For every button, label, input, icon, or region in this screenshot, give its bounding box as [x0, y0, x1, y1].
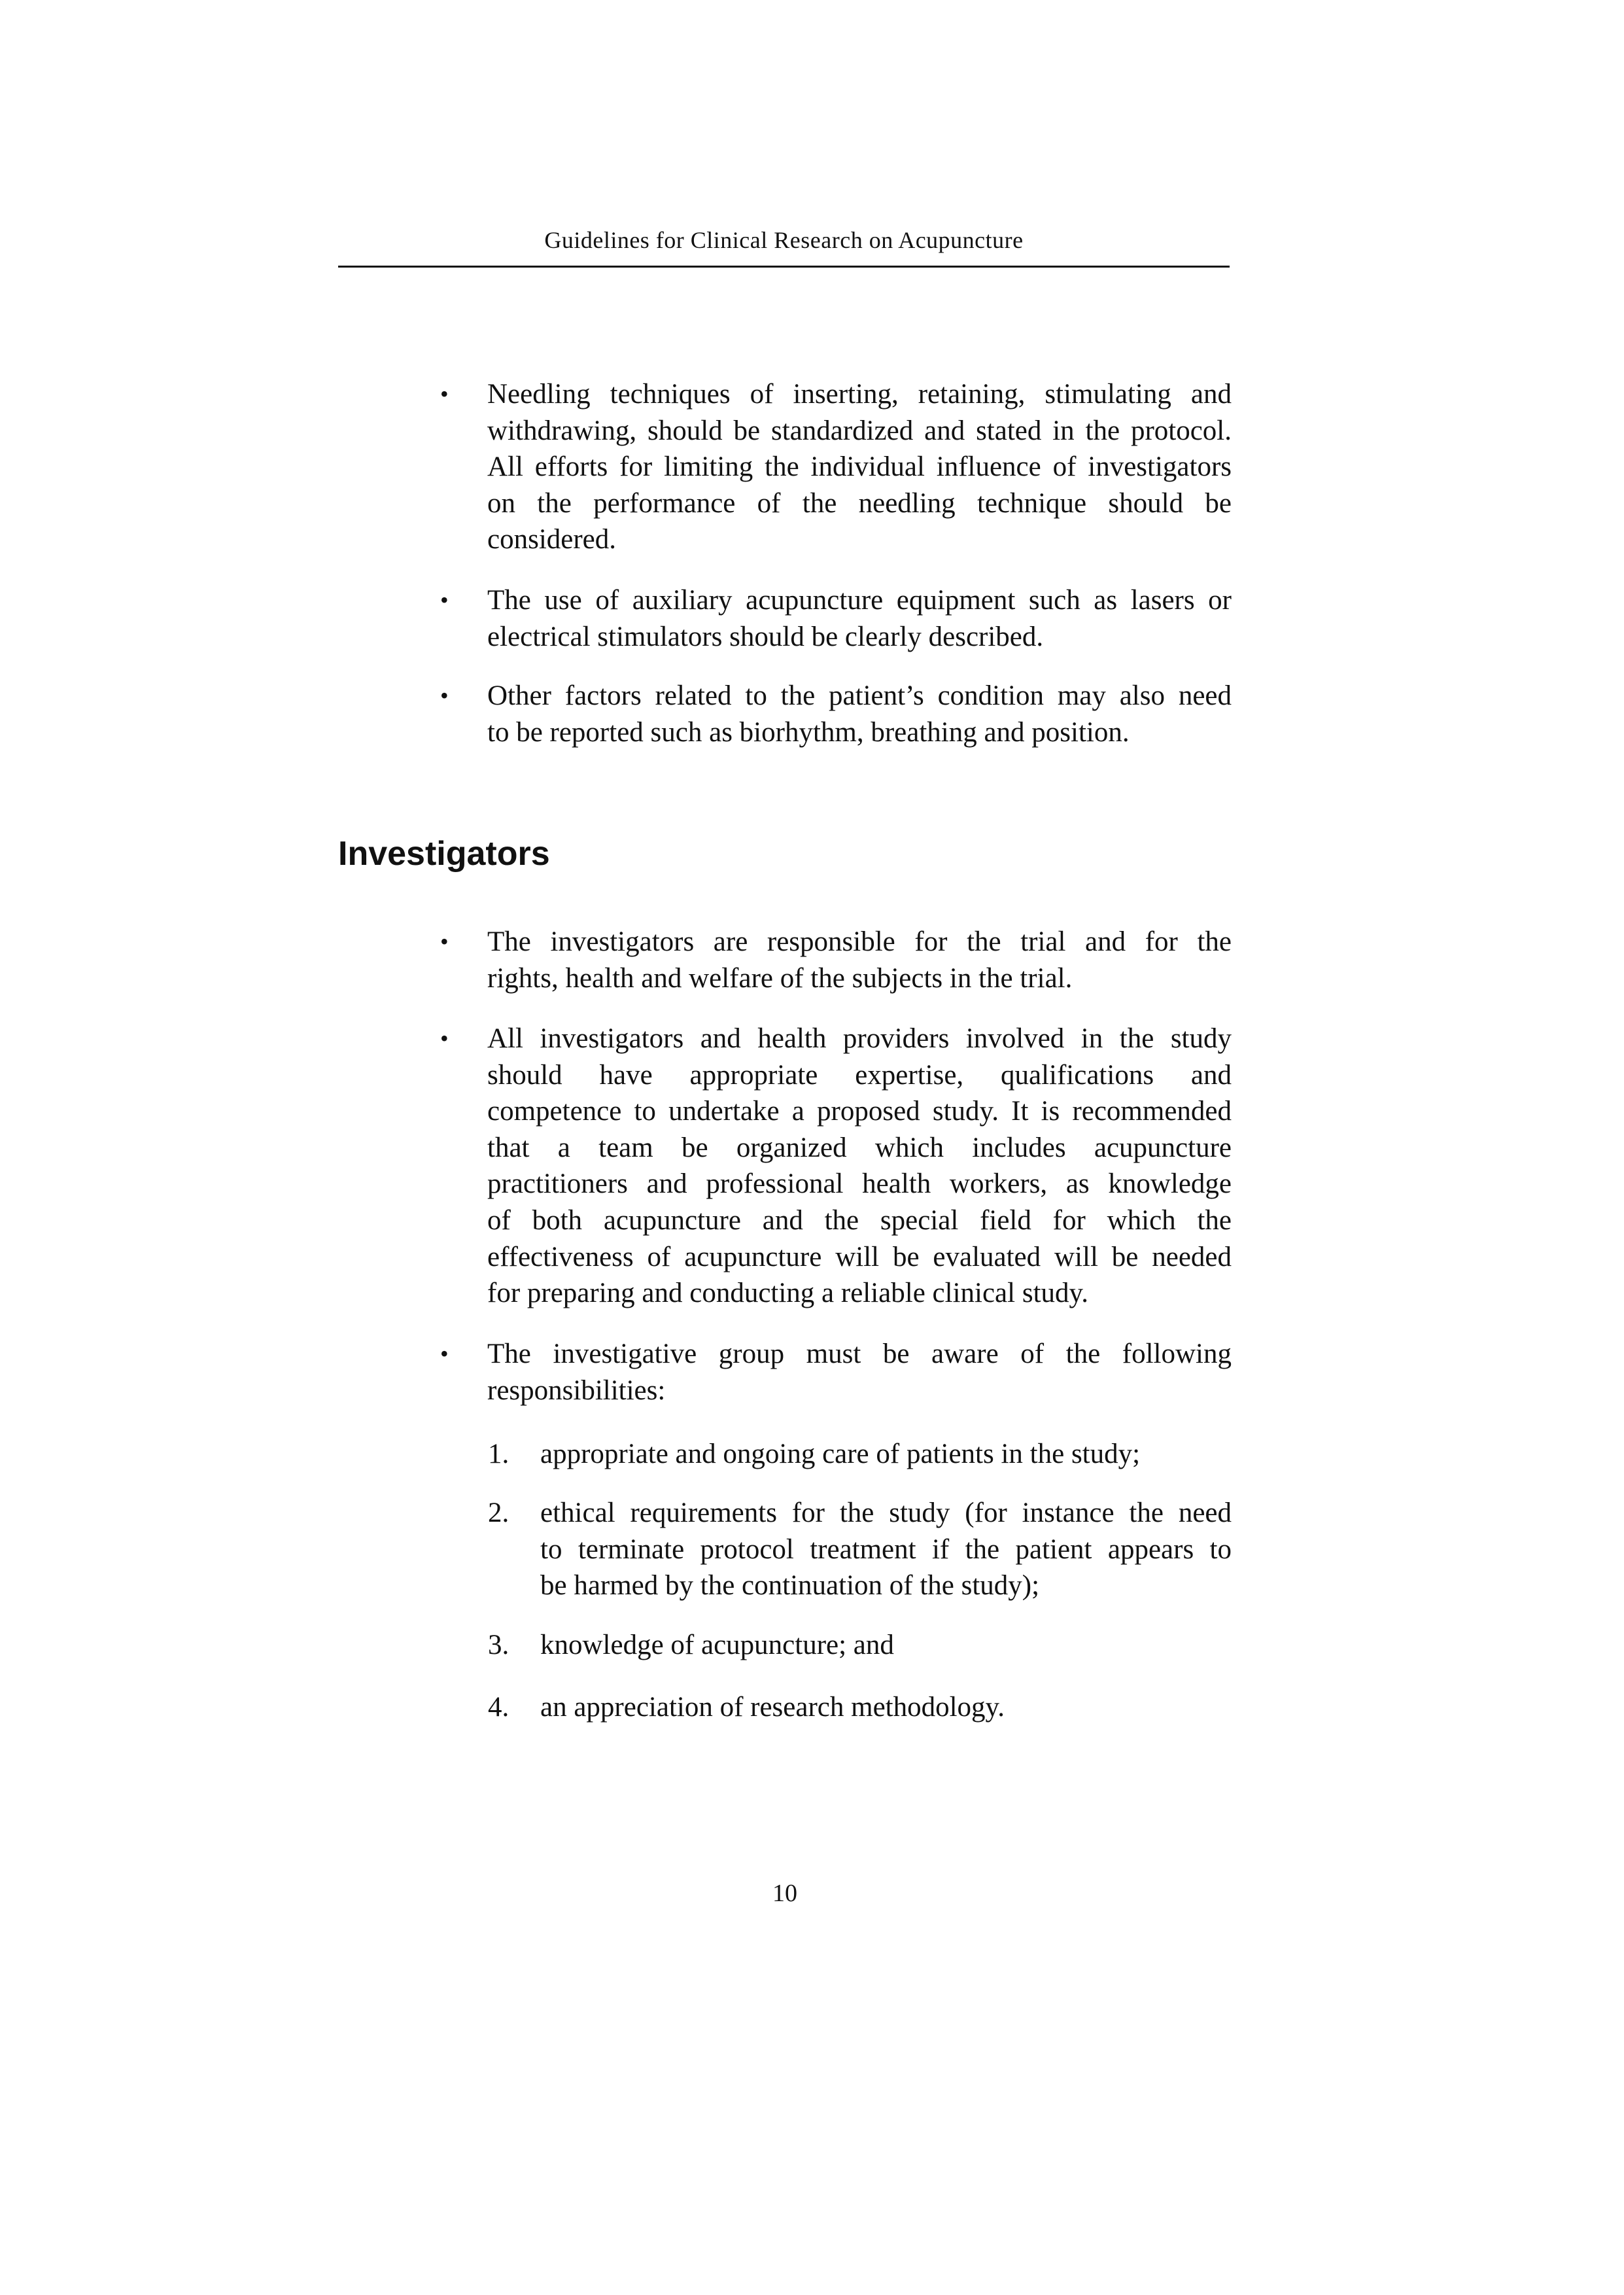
item-number: 4.: [488, 1692, 510, 1723]
text-line: that a team be organized which includes acupuncture: [487, 1132, 1232, 1163]
bullet-icon: •: [440, 1340, 449, 1367]
item-number: 2.: [488, 1498, 510, 1528]
bullet-icon: •: [440, 682, 449, 709]
bullet-item: [440, 582, 1232, 655]
bullet-icon: •: [440, 587, 449, 613]
text-line: effectiveness of acupuncture will be evaluated will be needed: [487, 1241, 1232, 1272]
bullet-item: [440, 376, 1232, 558]
text-line: for preparing and conducting a reliable clinical study.: [487, 1278, 1088, 1309]
text-line: practitioners and professional health workers, as knowledge: [487, 1168, 1232, 1200]
text-line: Needling techniques of inserting, retaining, stimulating and: [487, 379, 1232, 410]
text-line: should have appropriate expertise, qualifications and: [487, 1059, 1232, 1091]
text-line: be harmed by the continuation of the study);: [540, 1570, 1040, 1602]
text-line: The investigators are responsible for the trial and for the: [487, 926, 1232, 957]
bullet-icon: •: [440, 381, 449, 407]
text-line: knowledge of acupuncture; and: [540, 1630, 894, 1660]
bullet-item: [440, 1336, 1232, 1409]
bullet-icon: •: [440, 928, 449, 955]
text-line: competence to undertake a proposed study. It is recommended: [487, 1096, 1232, 1127]
bullet-item: [440, 924, 1232, 996]
text-line: Other factors related to the patient’s condition may also need: [487, 680, 1232, 711]
text-line: rights, health and welfare of the subjects in the trial.: [487, 962, 1073, 994]
text-line: on the performance of the needling technique should be: [487, 487, 1232, 519]
numbered-item: [488, 1627, 1232, 1664]
text-line: All investigators and health providers involved in the study: [487, 1023, 1232, 1054]
header-rule: [338, 266, 1230, 268]
text-line: responsibilities:: [487, 1375, 666, 1406]
text-line: of both acupuncture and the special field for which the: [487, 1204, 1232, 1236]
text-line: withdrawing, should be standardized and stated in the protocol.: [487, 415, 1232, 446]
numbered-item: [488, 1495, 1232, 1604]
numbered-item: [488, 1689, 1232, 1726]
bullet-icon: •: [440, 1025, 449, 1051]
text-line: considered.: [487, 524, 617, 555]
text-line: appropriate and ongoing care of patients in the study;: [540, 1439, 1141, 1469]
text-line: an appreciation of research methodology.: [540, 1692, 1005, 1723]
page-number: 10: [772, 1880, 797, 1907]
text-line: to be reported such as biorhythm, breathing and position.: [487, 716, 1130, 748]
numbered-item: [488, 1436, 1232, 1473]
text-line: All efforts for limiting the individual influence of investigators: [487, 451, 1232, 483]
text-line: to terminate protocol treatment if the patient appears to: [540, 1533, 1232, 1565]
text-line: The use of auxiliary acupuncture equipment such as lasers or: [487, 585, 1232, 616]
item-number: 3.: [488, 1630, 510, 1660]
text-line: The investigative group must be aware of the following: [487, 1339, 1232, 1369]
running-header: Guidelines for Clinical Research on Acupuncture: [544, 227, 1024, 253]
bullet-item: [440, 1021, 1232, 1312]
item-number: 1.: [488, 1439, 510, 1469]
section-heading: Investigators: [338, 835, 550, 873]
text-line: electrical stimulators should be clearly described.: [487, 621, 1044, 652]
bullet-item: [440, 678, 1232, 750]
text-line: ethical requirements for the study (for instance the need: [540, 1498, 1232, 1528]
